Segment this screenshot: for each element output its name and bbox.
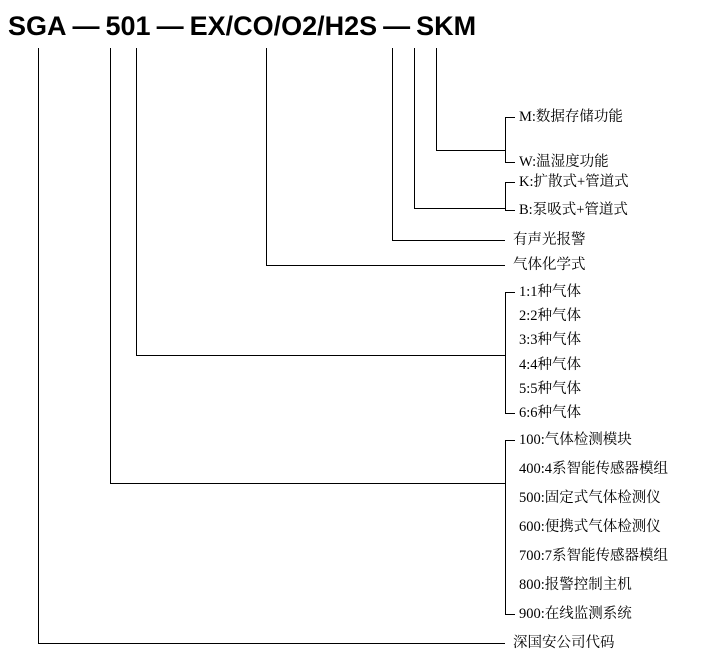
label-gascount-1: 2:2种气体 [519, 308, 582, 324]
code-part-prefix: SGA [8, 11, 67, 41]
code-dash-3: — [383, 11, 411, 41]
bracket-vline-gascount [505, 292, 506, 414]
leader-hline-principle [266, 265, 505, 266]
leader-hline-series [110, 483, 505, 484]
leader-vline-principle [266, 48, 267, 266]
label-gascount-0: 1:1种气体 [519, 284, 582, 300]
label-alarm: 有声光报警 [513, 232, 586, 248]
leader-vline-gascount [136, 48, 137, 356]
bracket-tick-sampling-0 [505, 182, 515, 183]
label-series-5: 800:报警控制主机 [519, 577, 632, 593]
leader-vline-company [38, 48, 39, 644]
bracket-vline-sampling [505, 182, 506, 211]
label-series-1: 400:4系智能传感器模组 [519, 461, 669, 477]
code-part-m: M [453, 11, 477, 41]
label-series-6: 900:在线监测系统 [519, 606, 632, 622]
label-suffix-1: W:温湿度功能 [519, 154, 609, 170]
label-principle: 气体化学式 [513, 257, 586, 273]
leader-vline-sk [414, 48, 415, 209]
bracket-tick-sampling-1 [505, 210, 515, 211]
bracket-vline-suffix [505, 117, 506, 163]
label-gascount-3: 4:4种气体 [519, 357, 582, 373]
leader-hline-company [38, 643, 505, 644]
label-sampling-1: B:泵吸式+管道式 [519, 202, 628, 218]
leader-hline-sk [414, 208, 505, 209]
leader-vline-series [110, 48, 111, 484]
leader-vline-alarm [392, 48, 393, 241]
code-dash-1: — [72, 11, 100, 41]
label-gascount-5: 6:6种气体 [519, 405, 582, 421]
leader-hline-alarm [392, 240, 505, 241]
bracket-tick-suffix-0 [505, 117, 515, 118]
bracket-tick-gascount-5 [505, 413, 515, 414]
code-part-sk: SK [416, 11, 454, 41]
label-sampling-0: K:扩散式+管道式 [519, 174, 629, 190]
label-gascount-4: 5:5种气体 [519, 381, 582, 397]
bracket-tick-series-6 [505, 614, 515, 615]
leader-hline-gascount [136, 355, 505, 356]
code-dash-2: — [156, 11, 184, 41]
label-company: 深国安公司代码 [513, 635, 615, 651]
model-code-text [8, 6, 477, 46]
bracket-tick-series-0 [505, 440, 515, 441]
label-gascount-2: 3:3种气体 [519, 332, 582, 348]
label-series-4: 700:7系智能传感器模组 [519, 548, 669, 564]
leader-hline-m [436, 150, 505, 151]
leader-vline-m [436, 48, 437, 151]
bracket-vline-series [505, 440, 506, 615]
bracket-tick-gascount-0 [505, 292, 515, 293]
label-series-3: 600:便携式气体检测仪 [519, 519, 661, 535]
code-part-series: 501 [105, 11, 151, 41]
bracket-tick-suffix-1 [505, 162, 515, 163]
label-series-0: 100:气体检测模块 [519, 432, 632, 448]
label-suffix-0: M:数据存储功能 [519, 109, 623, 125]
label-series-2: 500:固定式气体检测仪 [519, 490, 661, 506]
code-part-gases: EX/CO/O2/H2S [189, 11, 378, 41]
